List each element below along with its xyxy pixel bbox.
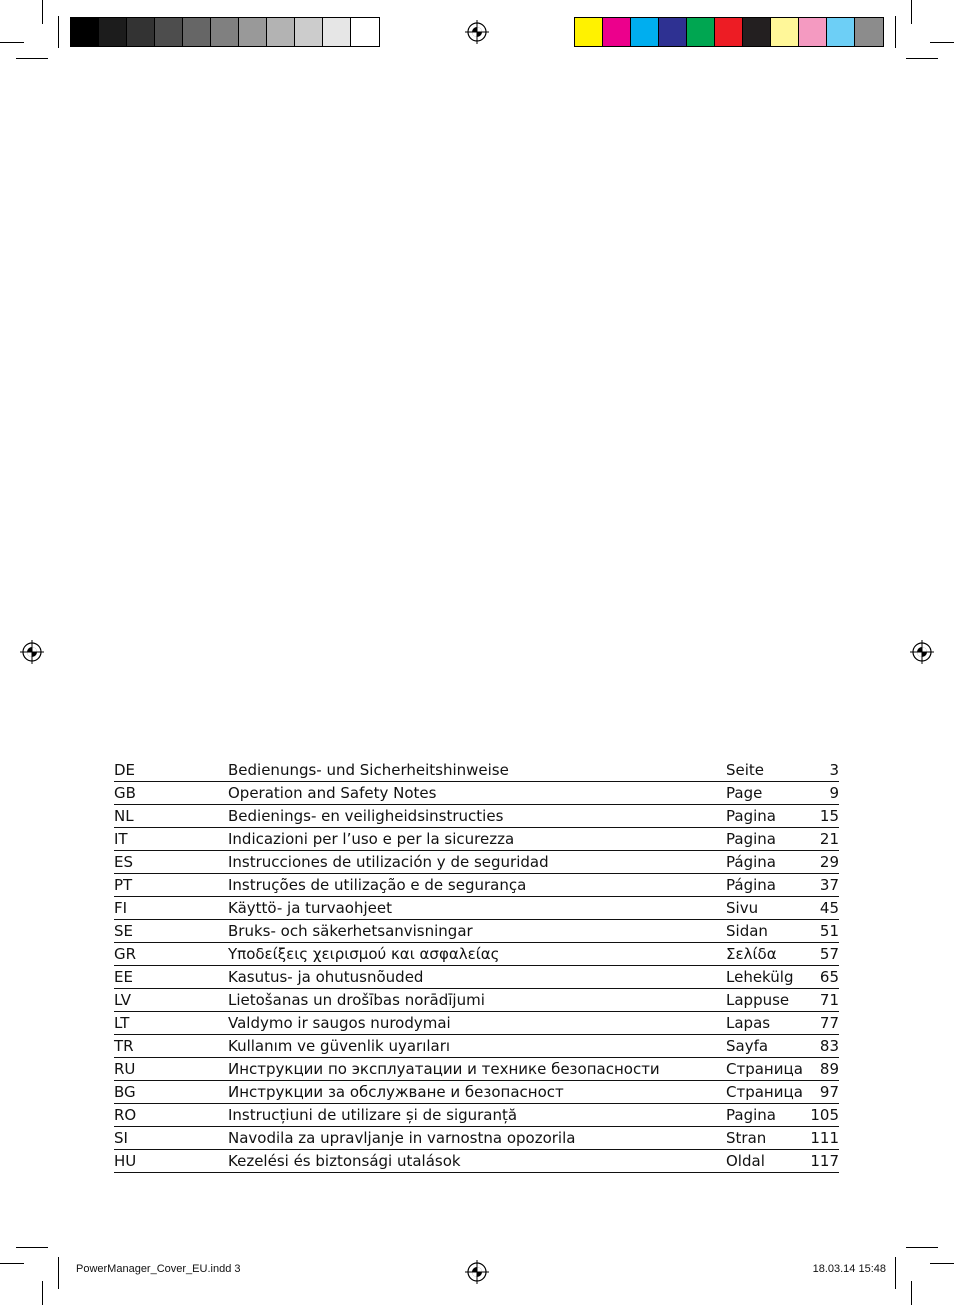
- gray-swatch: [127, 18, 155, 46]
- section-title: Kullanım ve güvenlik uyarıları: [228, 1037, 451, 1055]
- language-code: HU: [114, 1152, 137, 1170]
- registration-mark-icon: [20, 640, 44, 664]
- toc-row: [114, 874, 839, 897]
- page-number: 65: [819, 968, 839, 986]
- page-number: 57: [819, 945, 839, 963]
- gray-swatch: [323, 18, 351, 46]
- language-code: GR: [114, 945, 137, 963]
- file-name-slug: PowerManager_Cover_EU.indd 3: [76, 1263, 241, 1275]
- crop-mark: [906, 58, 938, 59]
- page-number: 21: [819, 830, 839, 848]
- page-label: Página: [726, 853, 776, 871]
- section-title: Navodila za upravljanje in varnostna opozorila: [228, 1129, 576, 1147]
- language-code: EE: [114, 968, 133, 986]
- page-label: Pagina: [726, 830, 776, 848]
- page-label: Lappuse: [726, 991, 790, 1009]
- registration-mark-icon: [465, 1260, 489, 1284]
- section-title: Instruções de utilização e de segurança: [228, 876, 527, 894]
- page-number: 105: [810, 1106, 839, 1124]
- crop-mark: [930, 1263, 954, 1264]
- color-swatch: [659, 18, 687, 46]
- language-code: RO: [114, 1106, 137, 1124]
- toc-row: [114, 989, 839, 1012]
- toc-row: [114, 782, 839, 805]
- page-number: 3: [829, 761, 839, 779]
- color-swatch: [827, 18, 855, 46]
- registration-mark-icon: [910, 640, 934, 664]
- toc-row: [114, 966, 839, 989]
- page-number: 77: [819, 1014, 839, 1032]
- registration-mark-icon: [465, 20, 489, 44]
- language-code: DE: [114, 761, 136, 779]
- section-title: Instrucțiuni de utilizare și de siguranță: [228, 1106, 518, 1124]
- crop-mark: [16, 1247, 48, 1248]
- color-swatch: [687, 18, 715, 46]
- page-number: 89: [819, 1060, 839, 1078]
- language-code: ES: [114, 853, 133, 871]
- process-color-bar: [574, 17, 884, 47]
- toc-row: [114, 897, 839, 920]
- section-title: Indicazioni per l’uso e per la sicurezza: [228, 830, 515, 848]
- page-number: 83: [819, 1037, 839, 1055]
- language-code: SI: [114, 1129, 128, 1147]
- date-time-slug: 18.03.14 15:48: [812, 1263, 886, 1275]
- language-code: GB: [114, 784, 136, 802]
- color-swatch: [575, 18, 603, 46]
- toc-row: [114, 920, 839, 943]
- section-title: Instrucciones de utilización y de seguridad: [228, 853, 549, 871]
- language-code: NL: [114, 807, 134, 825]
- page-label: Seite: [726, 761, 765, 779]
- section-title: Lietošanas un drošības norādījumi: [228, 991, 485, 1009]
- page-number: 97: [819, 1083, 839, 1101]
- crop-mark: [0, 42, 24, 43]
- crop-mark: [42, 0, 43, 24]
- toc-row: [114, 1150, 839, 1173]
- page-number: 37: [819, 876, 839, 894]
- crop-mark: [911, 0, 912, 24]
- crop-mark: [58, 16, 59, 48]
- page-number: 9: [829, 784, 839, 802]
- color-swatch: [799, 18, 827, 46]
- page-label: Pagina: [726, 807, 776, 825]
- toc-row: [114, 851, 839, 874]
- color-swatch: [631, 18, 659, 46]
- toc-row: [114, 759, 839, 782]
- section-title: Operation and Safety Notes: [228, 784, 437, 802]
- page-label: Oldal: [726, 1152, 765, 1170]
- grayscale-color-bar: [70, 17, 380, 47]
- crop-mark: [895, 16, 896, 48]
- crop-mark: [0, 1263, 24, 1264]
- page-label: Sivu: [726, 899, 759, 917]
- color-swatch: [771, 18, 799, 46]
- toc-row: [114, 943, 839, 966]
- gray-swatch: [155, 18, 183, 46]
- language-code: SE: [114, 922, 133, 940]
- section-title: Valdymo ir saugos nurodymai: [228, 1014, 451, 1032]
- section-title: Bedienungs- und Sicherheitshinweise: [228, 761, 509, 779]
- page-number: 51: [819, 922, 839, 940]
- color-swatch: [603, 18, 631, 46]
- language-code: RU: [114, 1060, 136, 1078]
- section-title: Инструкции за обслужване и безопасност: [228, 1083, 564, 1101]
- page-label: Страница: [726, 1060, 803, 1078]
- language-code: FI: [114, 899, 128, 917]
- language-code: BG: [114, 1083, 136, 1101]
- page-number: 117: [810, 1152, 839, 1170]
- gray-swatch: [239, 18, 267, 46]
- page-label: Pagina: [726, 1106, 776, 1124]
- language-code: PT: [114, 876, 133, 894]
- toc-row: [114, 1012, 839, 1035]
- section-title: Bedienings- en veiligheidsinstructies: [228, 807, 504, 825]
- page-number: 15: [819, 807, 839, 825]
- gray-swatch: [295, 18, 323, 46]
- page-label: Sayfa: [726, 1037, 769, 1055]
- page-label: Lapas: [726, 1014, 771, 1032]
- page-number: 111: [810, 1129, 839, 1147]
- gray-swatch: [99, 18, 127, 46]
- language-table-of-contents: [114, 759, 839, 1173]
- language-code: LT: [114, 1014, 130, 1032]
- color-swatch: [743, 18, 771, 46]
- toc-row: [114, 1035, 839, 1058]
- crop-mark: [16, 58, 48, 59]
- toc-row: [114, 1081, 839, 1104]
- page-label: Sidan: [726, 922, 768, 940]
- crop-mark: [930, 42, 954, 43]
- section-title: Bruks- och säkerhetsanvisningar: [228, 922, 473, 940]
- page-label: Stran: [726, 1129, 767, 1147]
- crop-mark: [895, 1257, 896, 1289]
- page-number: 45: [819, 899, 839, 917]
- page-label: Lehekülg: [726, 968, 794, 986]
- language-code: IT: [114, 830, 128, 848]
- toc-row: [114, 805, 839, 828]
- page-label: Страница: [726, 1083, 803, 1101]
- color-swatch: [855, 18, 883, 46]
- language-code: LV: [114, 991, 131, 1009]
- crop-mark: [58, 1257, 59, 1289]
- toc-row: [114, 1104, 839, 1127]
- section-title: Kasutus- ja ohutusnõuded: [228, 968, 424, 986]
- toc-row: [114, 828, 839, 851]
- page-label: Page: [726, 784, 763, 802]
- gray-swatch: [71, 18, 99, 46]
- color-swatch: [715, 18, 743, 46]
- crop-mark: [906, 1247, 938, 1248]
- crop-mark: [911, 1281, 912, 1305]
- section-title: Käyttö- ja turvaohjeet: [228, 899, 392, 917]
- toc-row: [114, 1127, 839, 1150]
- page-label: Página: [726, 876, 776, 894]
- gray-swatch: [183, 18, 211, 46]
- section-title: Υποδείξεις χειρισμού και ασφαλείας: [228, 945, 500, 963]
- section-title: Kezelési és biztonsági utalások: [228, 1152, 461, 1170]
- toc-row: [114, 1058, 839, 1081]
- gray-swatch: [267, 18, 295, 46]
- section-title: Инструкции по эксплуатации и технике безопасности: [228, 1060, 660, 1078]
- gray-swatch: [211, 18, 239, 46]
- page-number: 29: [819, 853, 839, 871]
- gray-swatch: [351, 18, 379, 46]
- language-code: TR: [114, 1037, 134, 1055]
- page-number: 71: [819, 991, 839, 1009]
- page-label: Σελίδα: [726, 945, 777, 963]
- crop-mark: [42, 1281, 43, 1305]
